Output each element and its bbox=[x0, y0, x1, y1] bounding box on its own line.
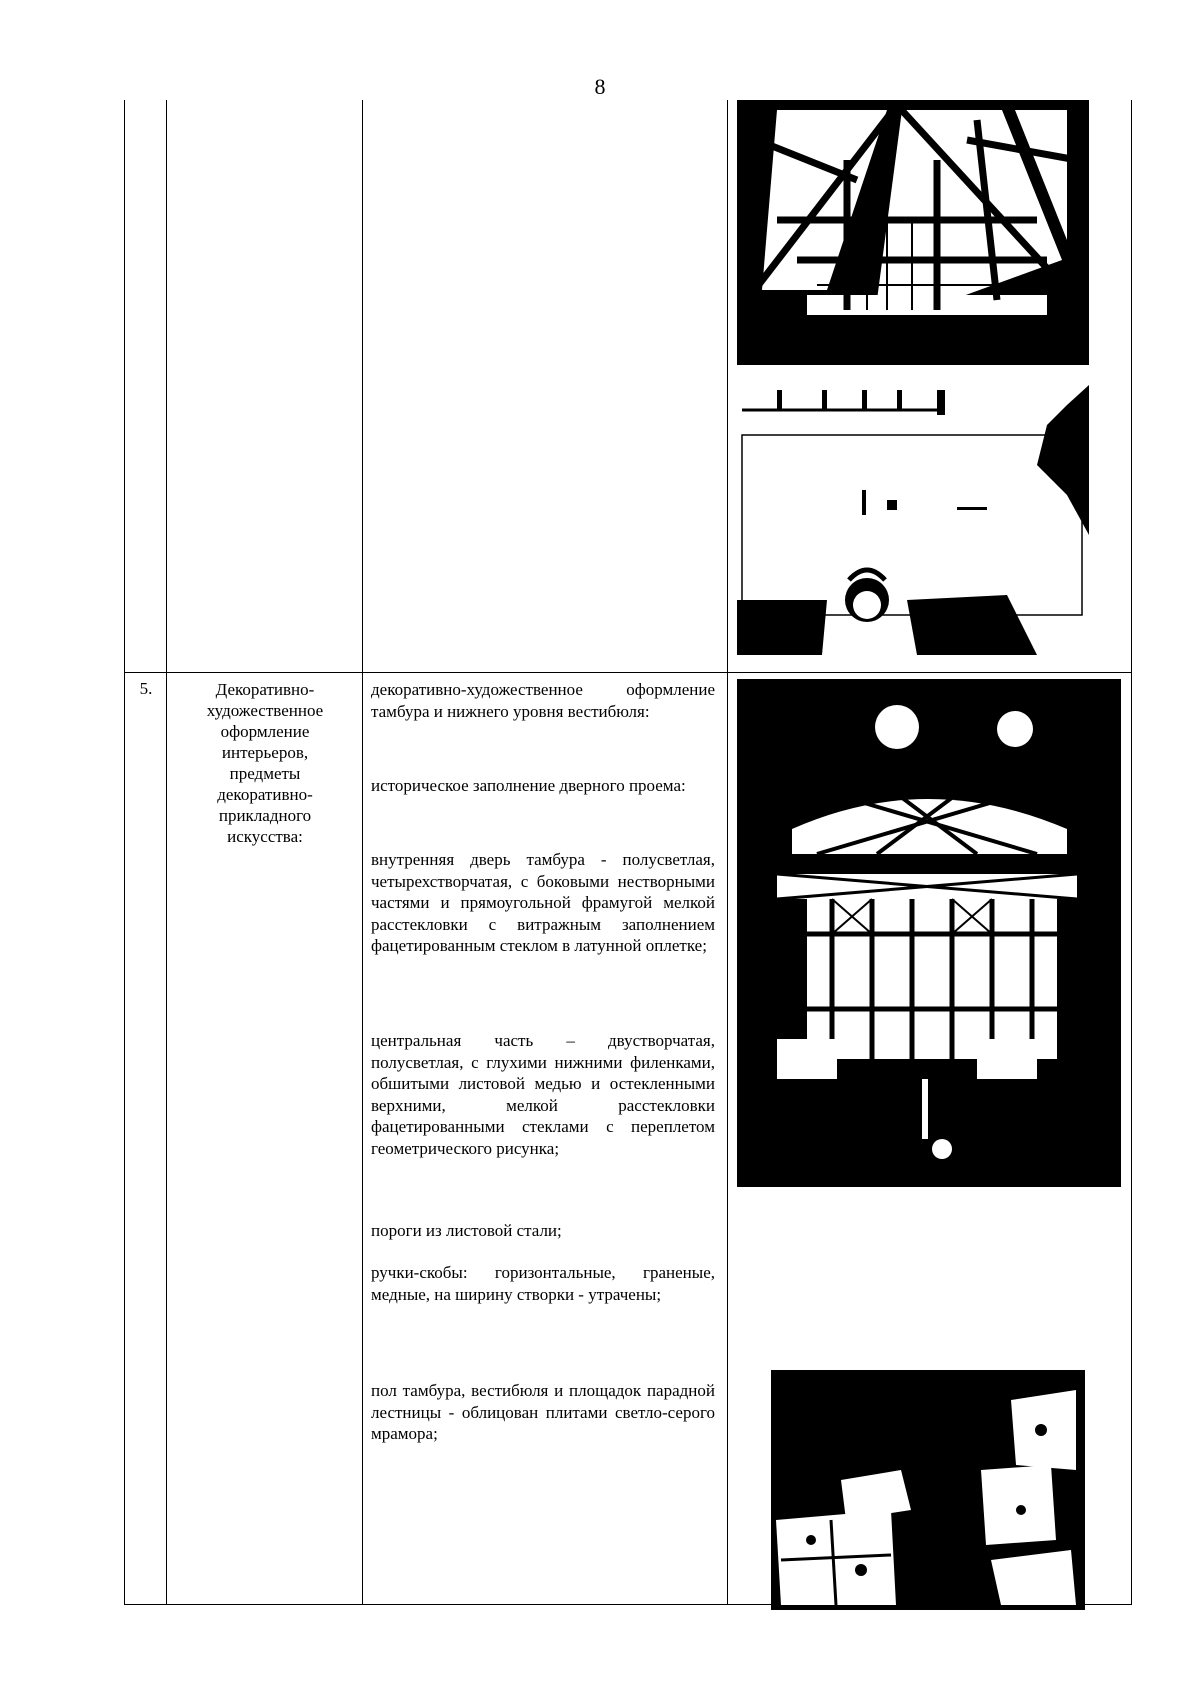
row-number: 5. bbox=[139, 679, 153, 698]
photo-tambour-door bbox=[737, 679, 1121, 1187]
description-paragraph: центральная часть – двустворчатая, полусветлая, с глухими нижними филенками, обшитыми листовой медью и остекленными верхними, мелкой расстекловки фацетированными стеклами с переплетом геометрического рисунка; bbox=[371, 1031, 715, 1158]
section-title bbox=[170, 679, 360, 847]
table-divider-3 bbox=[727, 100, 728, 1605]
table-divider-1 bbox=[166, 100, 167, 1605]
table-border-left bbox=[124, 100, 125, 1605]
section-line: декоративно- bbox=[217, 785, 313, 804]
photo-marble-floor bbox=[771, 1370, 1085, 1610]
section-line: искусства: bbox=[227, 827, 303, 846]
description-paragraph: пол тамбура, вестибюля и площадок парадной лестницы - облицован плитами светло-серого мрамора; bbox=[371, 1381, 715, 1443]
photo-ceiling-chandelier bbox=[737, 385, 1089, 655]
section-line: предметы bbox=[229, 764, 301, 783]
section-line: прикладного bbox=[218, 806, 312, 825]
table-divider-2 bbox=[362, 100, 363, 1605]
description-paragraph: пороги из листовой стали; bbox=[371, 1221, 562, 1240]
section-line: оформление bbox=[220, 722, 310, 741]
section-line: интерьеров, bbox=[221, 743, 309, 762]
description-paragraph: внутренняя дверь тамбура - полусветлая, четырехстворчатая, с боковыми нестворными частями и прямоугольной фрамугой мелкой расстекловки с витражным заполнением фацетированным стеклом в латунной оплетке; bbox=[371, 850, 715, 955]
description-paragraph: ручки-скобы: горизонтальные, граненые, медные, на ширину створки - утрачены; bbox=[371, 1263, 715, 1304]
section-line: художественное bbox=[206, 701, 324, 720]
section-line: Декоративно- bbox=[215, 680, 315, 699]
description-paragraph: декоративно-художественное оформление тамбура и нижнего уровня вестибюля: bbox=[371, 680, 715, 721]
row-divider bbox=[124, 672, 1132, 673]
page-number: 8 bbox=[594, 74, 606, 99]
description-paragraph: историческое заполнение дверного проема: bbox=[371, 776, 686, 795]
table-border-right bbox=[1131, 100, 1132, 1605]
photo-skylight bbox=[737, 100, 1089, 365]
